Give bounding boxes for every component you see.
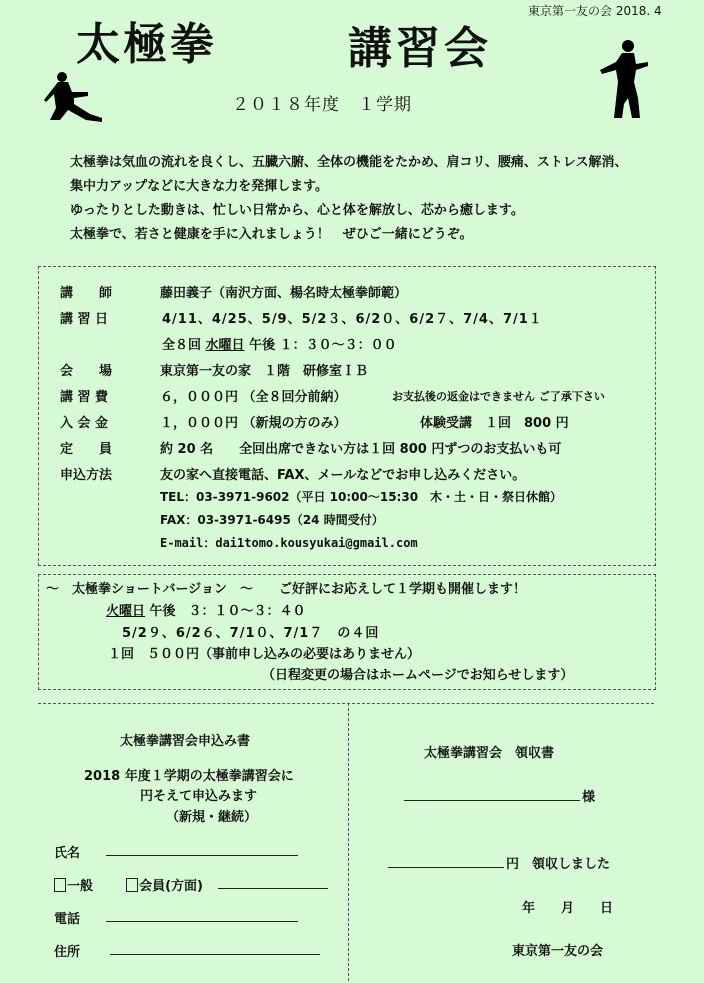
fax-value: FAX：03-3971-6495（24 時間受付） <box>160 513 384 527</box>
venue-label: 会 場 <box>60 364 113 379</box>
tel-value: TEL：03-3971-9602（平日 10:00～15:30 木・土・日・祭日休館） <box>160 490 563 504</box>
short-dates: 5/2９、6/2６、7/1０、7/1７ の４回 <box>122 626 380 641</box>
form-line-1: 2018 年度１学期の太極拳講習会に <box>84 769 294 784</box>
address-label: 住所 <box>54 945 81 960</box>
session-time: 午後 １：３０～３：００ <box>249 338 397 353</box>
entry-value: １，０００円 （新規の方のみ） <box>160 416 347 431</box>
receipt-amount-field[interactable] <box>388 867 504 868</box>
email-link[interactable]: E-mail：dai1tomo.kousyukai@gmail.com <box>160 536 418 550</box>
name-label: 氏名 <box>54 846 81 861</box>
phone-label: 電話 <box>54 912 81 927</box>
receipt-name-field[interactable] <box>404 800 580 801</box>
capacity-value: 約 20 名 全回出席できない方は１回 800 円ずつのお支払いも可 <box>160 442 562 457</box>
receipt-issuer: 東京第一友の会 <box>512 944 604 959</box>
receipt-title: 太極拳講習会 領収書 <box>424 746 555 761</box>
name-field[interactable] <box>106 855 298 856</box>
page-title-part2: 講習会 <box>348 23 492 74</box>
fee-label: 講 習 費 <box>60 390 109 405</box>
phone-field[interactable] <box>106 921 298 922</box>
instructor-value: 藤田義子（南沢方面、楊名時太極拳師範） <box>160 286 408 301</box>
weekday: 水曜日 <box>205 338 245 353</box>
entry-label: 入 会 金 <box>60 416 109 431</box>
apply-label: 申込方法 <box>60 468 113 483</box>
sessions-count: 全８回 <box>162 338 202 353</box>
capacity-label: 定 員 <box>60 442 113 457</box>
intro-line-4: 太極拳で、若さと健康を手に入れましょう！ ぜひご一緒にどうぞ。 <box>70 227 473 242</box>
form-line-2: 円そえて申込みます <box>140 789 258 804</box>
receipt-date: 年 月 日 <box>522 901 614 916</box>
dates-value: 4/11、4/25、5/9、5/2３、6/2０、6/2７、7/4、7/1１ <box>162 312 543 327</box>
short-fee: １回 ５００円（事前申し込みの必要はありません） <box>108 647 421 662</box>
trial-value: 体験受講 １回 800 円 <box>420 416 569 431</box>
membership-row <box>54 875 203 894</box>
fee-note: お支払後の返金はできません ご了承下さい <box>392 390 605 403</box>
short-heading: ～ 太極拳ショートバージョン ～ ご好評にお応えして１学期も開催します！ <box>46 582 526 597</box>
intro-line-1: 太極拳は気血の流れを良くし、五臓六腑、全体の機能をたかめ、肩コリ、腰痛、ストレス解消、 <box>70 155 628 170</box>
fee-value: ６，０００円 （全８回分前納） <box>160 390 347 405</box>
dates-label: 講 習 日 <box>60 312 109 327</box>
term-heading: ２０１８年度 １学期 <box>232 95 412 115</box>
address-field[interactable] <box>110 954 320 955</box>
member-label: 会員(方面) <box>139 879 203 894</box>
general-label: 一般 <box>67 879 94 894</box>
member-area-field[interactable] <box>218 888 328 889</box>
intro-line-2: 集中力アップなどに大きな力を発揮します。 <box>70 179 329 194</box>
cut-line-horizontal <box>38 703 654 704</box>
taichi-figure-right <box>598 38 650 122</box>
page-title-part1: 太極拳 <box>76 19 217 70</box>
short-time-line <box>106 600 306 619</box>
sessions-line <box>162 334 397 353</box>
short-note: （日程変更の場合はホームページでお知らせします） <box>262 668 574 683</box>
venue-value: 東京第一友の家 １階 研修室ＩＢ <box>160 364 369 379</box>
form-line-3: （新規・継続） <box>166 810 258 825</box>
member-checkbox[interactable] <box>126 878 138 892</box>
instructor-label: 講 師 <box>60 286 113 301</box>
taichi-figure-left <box>44 70 106 126</box>
receipt-sama: 様 <box>582 790 596 805</box>
apply-value: 友の家へ直接電話、FAX、メールなどでお申し込みください。 <box>160 468 526 483</box>
short-weekday: 火曜日 <box>106 604 146 619</box>
intro-line-3: ゆったりとした動きは、忙しい日常から、心と体を解放し、芯から癒します。 <box>70 203 524 218</box>
short-time: 午後 ３：１０～３：４０ <box>149 604 306 619</box>
org-date: 東京第一友の会 2018. 4 <box>528 4 662 18</box>
general-checkbox[interactable] <box>54 878 66 892</box>
cut-line-vertical <box>348 703 349 981</box>
receipt-yen-received: 円 領収しました <box>506 857 611 872</box>
form-title: 太極拳講習会申込み書 <box>120 734 251 749</box>
